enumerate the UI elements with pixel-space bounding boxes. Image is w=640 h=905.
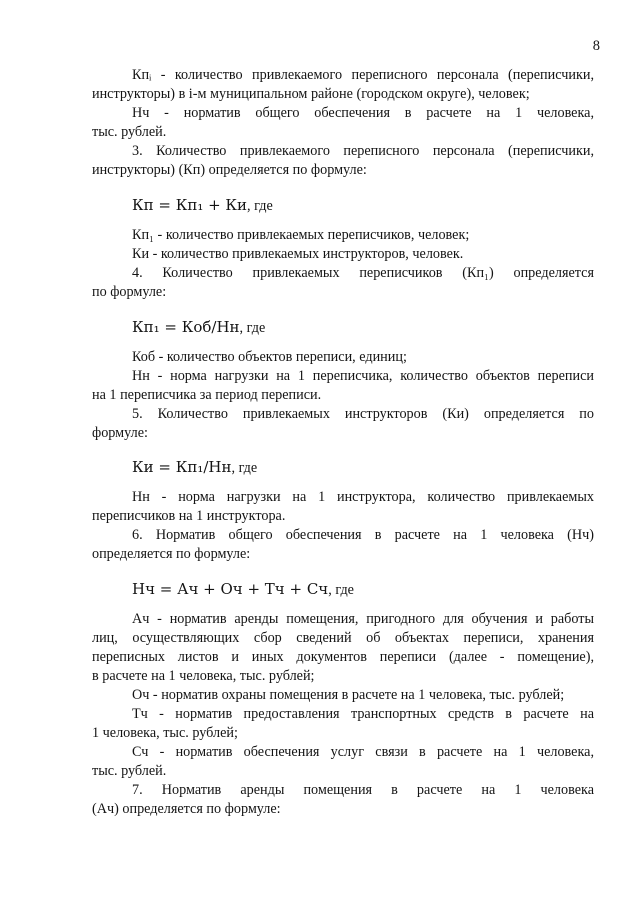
formula-expression: Нч = Ач + Оч + Тч + Сч (132, 580, 329, 598)
text-line: Нн - норма нагрузки на 1 переписчика, количество объектов переписи (132, 368, 594, 384)
text-line: Тч - норматив предоставления транспортных средств в расчете на (132, 706, 594, 722)
text-line: Кпᵢ - количество привлекаемого переписного персонала (переписчики, (132, 67, 594, 83)
text-line: 3. Количество привлекаемого переписного персонала (переписчики, (132, 143, 594, 159)
formula-expression: Кп = Кп₁ + Ки (132, 196, 248, 214)
formula-expression: Кп₁ = Коб/Нн (132, 318, 240, 336)
text-line: переписчиков на 1 инструктора. (92, 508, 286, 524)
text-line: Кп₁ - количество привлекаемых переписчиков, человек; (132, 227, 470, 243)
text-line: тыс. рублей. (92, 763, 167, 779)
text-line: Нч - норматив общего обеспечения в расчете на 1 человека, (132, 105, 594, 121)
formula (132, 196, 273, 215)
formula-suffix: , где (247, 198, 273, 214)
text-line: на 1 переписчика за период переписи. (92, 387, 322, 403)
text-line: Сч - норматив обеспечения услуг связи в расчете на 1 человека, (132, 744, 594, 760)
text-line: 4. Количество привлекаемых переписчиков (Кп₁) определяется (132, 265, 594, 281)
page-number: 8 (592, 38, 600, 54)
text-line: Ки - количество привлекаемых инструкторов, человек. (132, 246, 464, 262)
text-line: определяется по формуле: (92, 546, 251, 562)
text-line: Коб - количество объектов переписи, единиц; (132, 349, 407, 365)
text-line: 1 человека, тыс. рублей; (92, 725, 238, 741)
text-line: Нн - норма нагрузки на 1 инструктора, количество привлекаемых (132, 489, 594, 505)
formula (132, 458, 257, 477)
text-line: Ач - норматив аренды помещения, пригодного для обучения и работы (132, 611, 594, 627)
text-line: 5. Количество привлекаемых инструкторов (Ки) определяется по (132, 406, 594, 422)
text-line: переписных листов и иных документов переписи (далее - помещение), (92, 649, 594, 665)
text-line: тыс. рублей. (92, 124, 167, 140)
text-line: инструкторы) в i-м муниципальном районе (городском округе), человек; (92, 86, 530, 102)
formula-expression: Ки = Кп₁/Нн (132, 458, 232, 476)
formula (132, 318, 265, 337)
text-line: (Ач) определяется по формуле: (92, 801, 281, 817)
formula-suffix: , где (239, 320, 266, 336)
text-line: лиц, осуществляющих сбор сведений об объектах переписи, хранения (92, 630, 594, 646)
text-line: формуле: (92, 425, 148, 441)
text-line: 7. Норматив аренды помещения в расчете на 1 человека (132, 782, 594, 798)
text-line: инструкторы) (Кп) определяется по формуле: (92, 162, 367, 178)
text-line: 6. Норматив общего обеспечения в расчете на 1 человека (Нч) (132, 527, 594, 543)
formula-suffix: , где (231, 460, 258, 476)
formula-suffix: , где (328, 582, 354, 598)
text-line: Оч - норматив охраны помещения в расчете на 1 человека, тыс. рублей; (132, 687, 565, 703)
formula (132, 580, 354, 599)
text-line: по формуле: (92, 284, 167, 300)
text-line: в расчете на 1 человека, тыс. рублей; (92, 668, 315, 684)
